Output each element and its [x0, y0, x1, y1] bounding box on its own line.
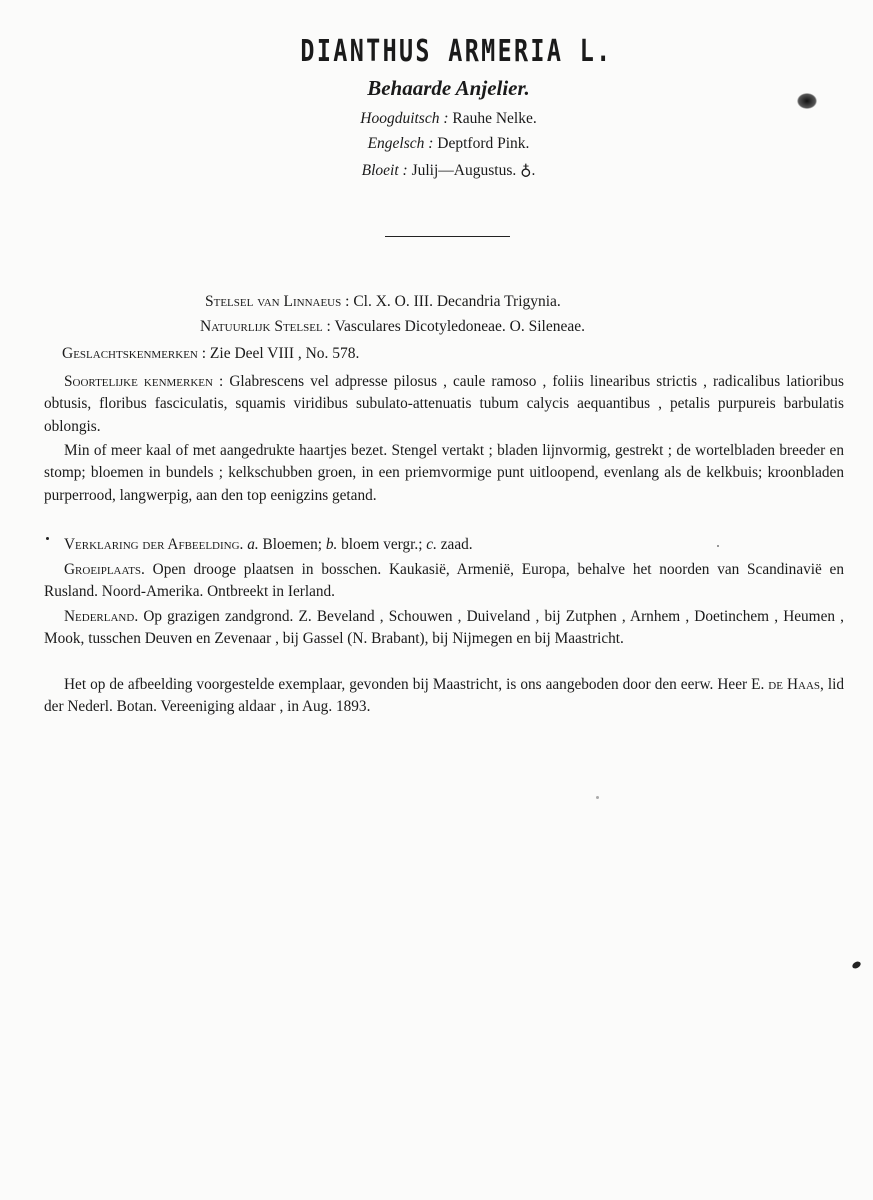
habitat-text: Open drooge plaatsen in bosschen. Kaukasië, Armenië, Europa, behalve het noorden van Scandinavië en Rusland. Noord-Amerika. Ontbreekt in Ierland.	[44, 561, 844, 601]
specimen-text-after: , lid der Nederl. Botan. Vereeniging aldaar , in Aug. 1893.	[44, 676, 844, 716]
bloom-label: Bloeit :	[361, 162, 408, 179]
divider-rule	[385, 236, 510, 237]
species-characters-latin	[44, 371, 844, 438]
genus-label: Geslachtskenmerken :	[62, 345, 207, 362]
ink-speck	[596, 796, 599, 799]
german-name-line	[12, 110, 873, 128]
figure-text-a: Bloemen;	[262, 536, 323, 553]
ink-speck	[46, 537, 49, 540]
figure-key-c: c.	[426, 536, 437, 553]
bloom-line	[12, 161, 873, 180]
figure-key-a: a.	[247, 536, 259, 553]
ink-speck	[717, 545, 719, 547]
english-label: Engelsch :	[367, 135, 434, 152]
figure-key-b: b.	[325, 536, 338, 553]
donor-name: de Haas	[768, 676, 821, 693]
figure-text-b: bloem vergr.;	[341, 536, 423, 553]
german-value: Rauhe Nelke.	[452, 110, 537, 127]
netherlands-text: Op grazigen zandgrond. Z. Beveland , Schouwen , Duiveland , bij Zutphen , Arnhem , Doetinchem , Heumen , Mook, tusschen Deuven en Zevenaar , bij Gassel (N. Brabant), bij Nijmegen en bij Maastricht.	[44, 608, 844, 648]
english-value: Deptford Pink.	[437, 135, 530, 152]
habitat-label: Groeiplaats.	[64, 561, 145, 578]
linnaeus-value: Cl. X. O. III. Decandria Trigynia.	[353, 293, 561, 310]
genus-value: Zie Deel VIII , No. 578.	[209, 345, 360, 362]
netherlands-paragraph	[44, 606, 844, 651]
species-dutch-text: Min of meer kaal of met aangedrukte haartjes bezet. Stengel vertakt ; bladen lijnvormig, gestrekt ; de wortelbladen breeder en stomp; bloemen in bundels ; kelkschubben groen, in een priemvormige punt uitloopend, evenlang als de kelkbuis; kroonbladen purperrood, langwerpig, aan den top eenigzins getand.	[44, 442, 844, 504]
habitat-paragraph	[44, 559, 844, 604]
ink-speck	[851, 960, 862, 970]
english-name-line	[12, 135, 873, 153]
figure-label: Verklaring der Afbeelding.	[64, 536, 244, 553]
species-title: DIANTHUS ARMERIA L.	[300, 34, 613, 69]
natural-label: Natuurlijk Stelsel :	[200, 318, 331, 335]
german-label: Hoogduitsch :	[360, 110, 449, 127]
figure-text-c: zaad.	[440, 536, 473, 553]
natural-value: Vasculares Dicotyledoneae. O. Sileneae.	[334, 318, 585, 335]
netherlands-label: Nederland.	[64, 608, 139, 625]
linnaeus-system-line	[205, 293, 561, 311]
common-name: Behaarde Anjelier.	[367, 76, 530, 100]
natural-system-line	[200, 318, 585, 336]
linnaeus-label: Stelsel van Linnaeus :	[205, 293, 350, 310]
figure-explanation	[44, 534, 844, 556]
species-label: Soortelijke kenmerken :	[64, 373, 224, 390]
species-latin-text: Glabrescens vel adpresse pilosus , caule ramoso , foliis linearibus strictis , radicalibus latioribus obtusis, floribus fasciculatis, squamis viridibus subulato-attenuatis tubum calycis aequantibus , petalis purpureis barbulatis oblongis.	[44, 373, 845, 435]
genus-characters-line	[62, 345, 359, 363]
specimen-text-before: Het op de afbeelding voorgestelde exemplaar, gevonden bij Maastricht, is ons aangeboden door den eerw. Heer E.	[64, 676, 765, 693]
bloom-value: Julij—Augustus. ♁.	[411, 162, 536, 179]
specimen-paragraph	[44, 674, 844, 719]
species-characters-dutch	[44, 440, 844, 507]
ink-blot	[797, 93, 817, 109]
